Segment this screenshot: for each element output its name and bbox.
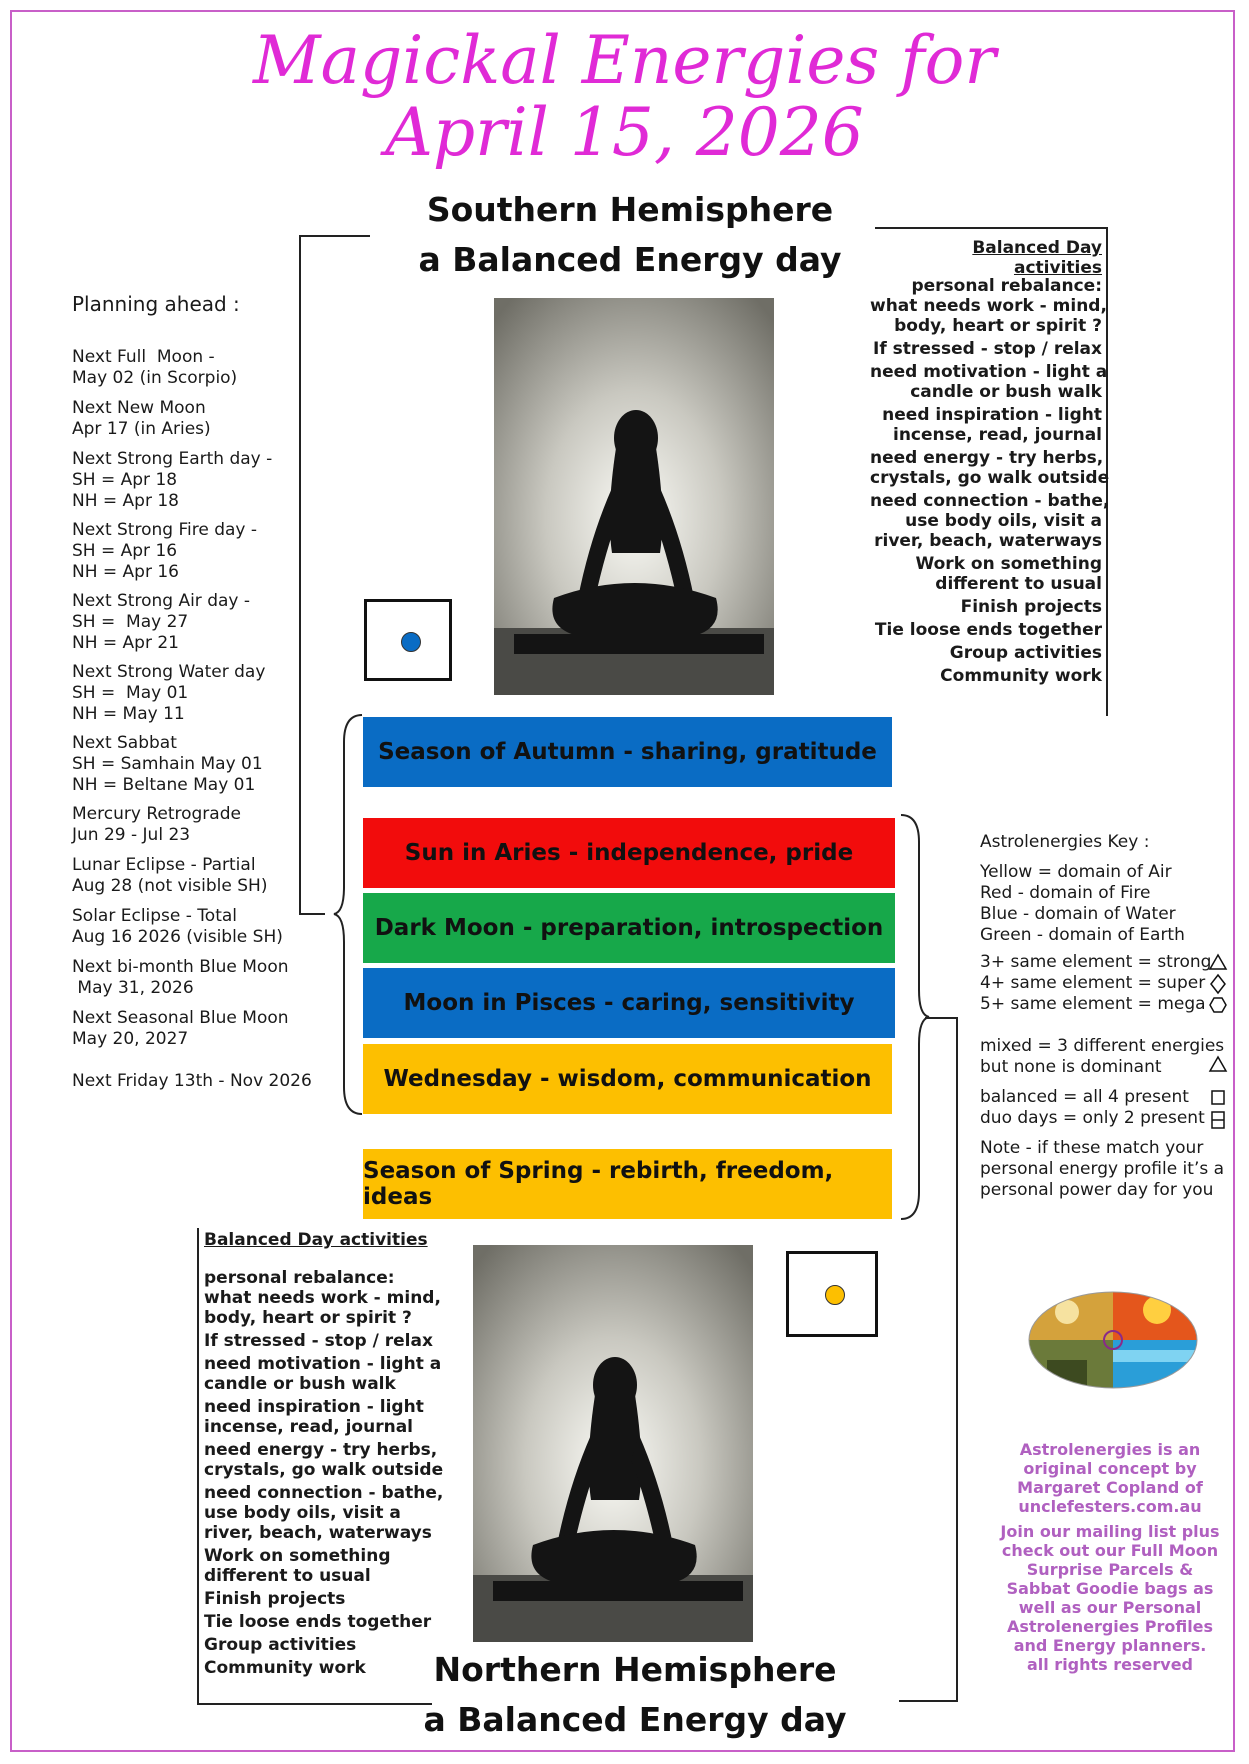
square-icon [1212,1091,1224,1104]
key-mixed: mixed = 3 different energies but none is dominant [980,1036,1225,1077]
southern-activity-item: Community work [940,666,1102,686]
moon-phase-bar: Dark Moon - preparation, introspection [363,893,895,963]
southern-hemisphere-heading [380,185,880,285]
southern-activity-item: need connection - bathe, use body oils, visit a river, beach, waterways [870,491,1110,551]
hexagon-icon [1210,998,1226,1012]
planning-item: Mercury Retrograde Jun 29 - Jul 23 [72,804,241,845]
northern-activity-item: need connection - bathe, use body oils, visit a river, beach, waterways [204,1483,444,1543]
northern-heading-line2: a Balanced Energy day [423,1700,847,1739]
page-title-line2: April 15, 2026 [385,94,864,171]
key-note: Note - if these match your personal energy profile it’s a personal power day for you [980,1138,1225,1200]
southern-heading-line1: Southern Hemisphere [426,190,834,229]
southern-activity-item: Finish projects [960,597,1102,617]
yellow-dot-icon [825,1285,845,1305]
key-symbols [1206,952,1230,1018]
southern-activity-item: need energy - try herbs, crystals, go walk outside [870,448,1110,488]
credit-concept: Astrolenergies is an original concept by Margaret Copland of unclefesters.com.au [1017,1440,1203,1516]
planning-item: Next Strong Water day SH = May 01 NH = May 11 [72,662,266,724]
northern-activities-list [204,1268,444,1681]
sun-sign-bar: Sun in Aries - independence, pride [363,818,895,888]
southern-activity-item: Work on something different to usual [915,554,1102,594]
southern-activity-item: need motivation - light a candle or bush walk [870,362,1108,402]
northern-balanced-symbol [786,1251,878,1337]
astrolenergies-logo [1027,1290,1199,1390]
key-mixed-triangle-icon [1206,1054,1230,1074]
southern-heading-line2: a Balanced Energy day [418,240,842,279]
northern-activities-bracket [895,1015,965,1705]
blue-dot-icon [401,632,421,652]
northern-activity-item: If stressed - stop / relax [204,1331,433,1351]
credit-rights: all rights reserved [1026,1655,1194,1674]
northern-hemisphere-heading [385,1645,885,1745]
southern-activity-item: If stressed - stop / relax [873,339,1102,359]
planning-item: Solar Eclipse - Total Aug 16 2026 (visible SH) [72,906,283,947]
southern-activity-item: Tie loose ends together [874,620,1102,640]
southern-activities-title: Balanced Day activities [972,238,1102,278]
southern-activity-item: Group activities [949,643,1102,663]
page-title-line1: Magickal Energies for [253,22,996,99]
planning-item: Next bi-month Blue Moon May 31, 2026 [72,957,289,998]
southern-activities-list [870,276,1110,689]
northern-heading-line1: Northern Hemisphere [433,1650,837,1689]
credit-mailing-list: Join our mailing list plus check out our Full Moon Surprise Parcels & Sabbat Goodie bags as well as our Personal Astrolenergies Profiles and Energy planners. [1000,1522,1220,1655]
southern-balanced-symbol [364,599,452,681]
northern-activity-item: Tie loose ends together [204,1612,432,1632]
planning-item: Lunar Eclipse - Partial Aug 28 (not visible SH) [72,855,268,896]
key-balanced: balanced = all 4 present duo days = only 2 present [980,1087,1205,1128]
northern-meditation-photo [473,1245,753,1642]
northern-activities-title: Balanced Day activities [204,1230,428,1250]
key-colors: Yellow = domain of Air Red - domain of Fire Blue - domain of Water Green - domain of Earth [980,862,1185,945]
autumn-season-bar: Season of Autumn - sharing, gratitude [363,717,892,787]
planning-item: Next New Moon Apr 17 (in Aries) [72,398,211,439]
southern-curly-brace [330,712,370,1117]
northern-activity-item: Group activities [204,1635,357,1655]
northern-activity-item: Community work [204,1658,366,1678]
moon-sign-bar: Moon in Pisces - caring, sensitivity [363,968,895,1038]
key-heading: Astrolenergies Key : [980,832,1150,852]
northern-activity-item: Work on something different to usual [204,1546,391,1586]
key-counts: 3+ same element = strong 4+ same element = super 5+ same element = mega [980,952,1212,1014]
triangle-icon [1210,955,1226,969]
southern-meditation-photo [494,298,774,695]
northern-activity-item: personal rebalance: what needs work - mind, body, heart or spirit ? [204,1268,441,1328]
planning-heading: Planning ahead : [72,292,240,316]
southern-activity-item: personal rebalance: what needs work - mind, body, heart or spirit ? [870,276,1107,336]
northern-activity-item: need motivation - light a candle or bush walk [204,1354,442,1394]
planning-item: Next Friday 13th - Nov 2026 [72,1071,312,1091]
planning-item: Next Full Moon - May 02 (in Scorpio) [72,347,238,388]
planning-item: Next Strong Air day - SH = May 27 NH = Apr 21 [72,591,251,653]
southern-activity-item: need inspiration - light incense, read, journal [882,405,1102,445]
northern-activity-item: need energy - try herbs, crystals, go walk outside [204,1440,444,1480]
planning-item: Next Seasonal Blue Moon May 20, 2027 [72,1008,289,1049]
weekday-bar: Wednesday - wisdom, communication [363,1044,892,1114]
spring-season-bar: Season of Spring - rebirth, freedom, ideas [363,1149,892,1219]
diamond-icon [1211,975,1225,993]
planning-item: Next Sabbat SH = Samhain May 01 NH = Beltane May 01 [72,733,263,795]
planning-item: Next Strong Fire day - SH = Apr 16 NH = Apr 16 [72,520,257,582]
key-balanced-symbols [1206,1088,1230,1132]
northern-activity-item: Finish projects [204,1589,346,1609]
planning-item: Next Strong Earth day - SH = Apr 18 NH = Apr 18 [72,449,273,511]
northern-activity-item: need inspiration - light incense, read, journal [204,1397,424,1437]
